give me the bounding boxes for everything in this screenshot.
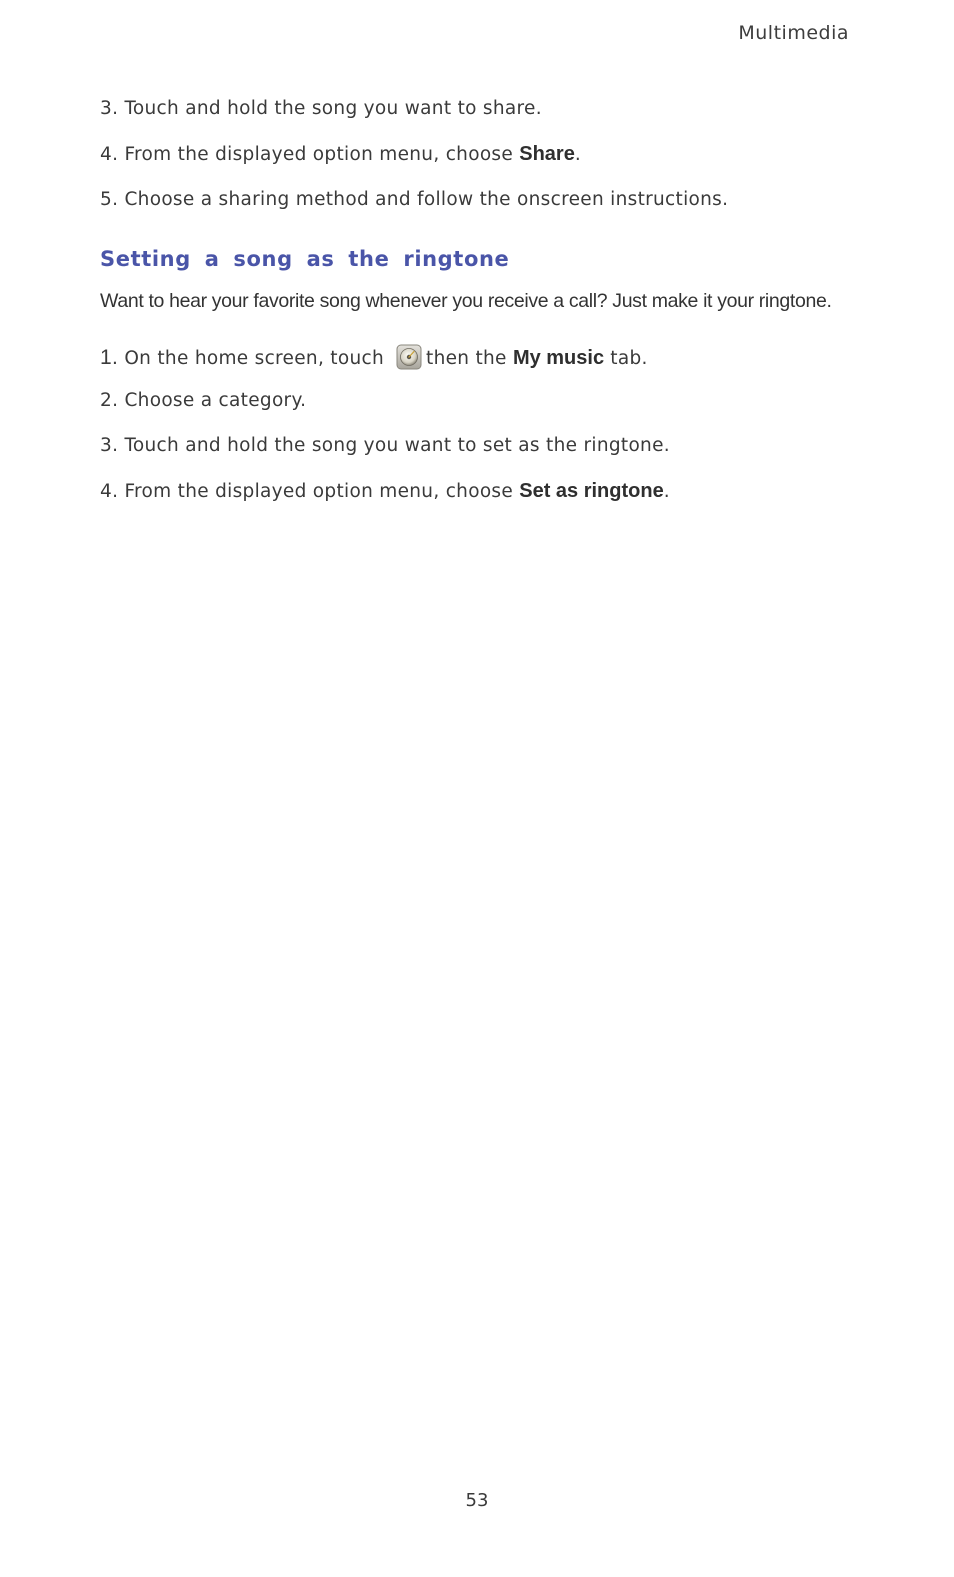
section-intro: Want to hear your favorite song whenever you receive a call? Just make it your ringtone. bbox=[100, 290, 832, 312]
ringtone-step-4 bbox=[100, 479, 670, 504]
step-text-end: tab. bbox=[604, 348, 648, 369]
step-text: From the displayed option menu, choose bbox=[124, 481, 520, 502]
step-text: From the displayed option menu, choose bbox=[124, 144, 520, 165]
ringtone-step-3 bbox=[100, 434, 670, 458]
step-number: 4. bbox=[100, 144, 119, 165]
step-number: 1. bbox=[100, 346, 119, 369]
step-number: 5. bbox=[100, 189, 119, 210]
step-number: 3. bbox=[100, 435, 119, 456]
share-option-label: Share bbox=[519, 143, 575, 165]
step-text: Choose a sharing method and follow the onscreen instructions. bbox=[124, 189, 729, 210]
step-text: On the home screen, touch bbox=[124, 348, 385, 369]
step-number: 3. bbox=[100, 98, 119, 119]
step-text: Touch and hold the song you want to share. bbox=[124, 98, 542, 119]
my-music-tab-label: My music bbox=[512, 347, 605, 369]
ringtone-step-1 bbox=[100, 344, 648, 371]
step-text-middle: then the bbox=[426, 348, 513, 369]
share-step-3 bbox=[100, 97, 542, 121]
step-text: Touch and hold the song you want to set as the ringtone. bbox=[124, 435, 670, 456]
ringtone-step-2 bbox=[100, 389, 306, 413]
share-step-5 bbox=[100, 188, 728, 212]
music-app-icon bbox=[396, 344, 422, 370]
section-heading-ringtone: Setting a song as the ringtone bbox=[100, 247, 510, 271]
set-as-ringtone-option-label: Set as ringtone bbox=[519, 480, 664, 502]
step-text-end: . bbox=[663, 481, 670, 502]
step-number: 4. bbox=[100, 481, 119, 502]
page-number: 53 bbox=[465, 1490, 489, 1511]
step-text-end: . bbox=[574, 144, 582, 165]
step-text: Choose a category. bbox=[124, 390, 307, 411]
share-step-4 bbox=[100, 142, 581, 167]
step-number: 2. bbox=[100, 390, 119, 411]
page-header-section: Multimedia bbox=[738, 22, 849, 44]
